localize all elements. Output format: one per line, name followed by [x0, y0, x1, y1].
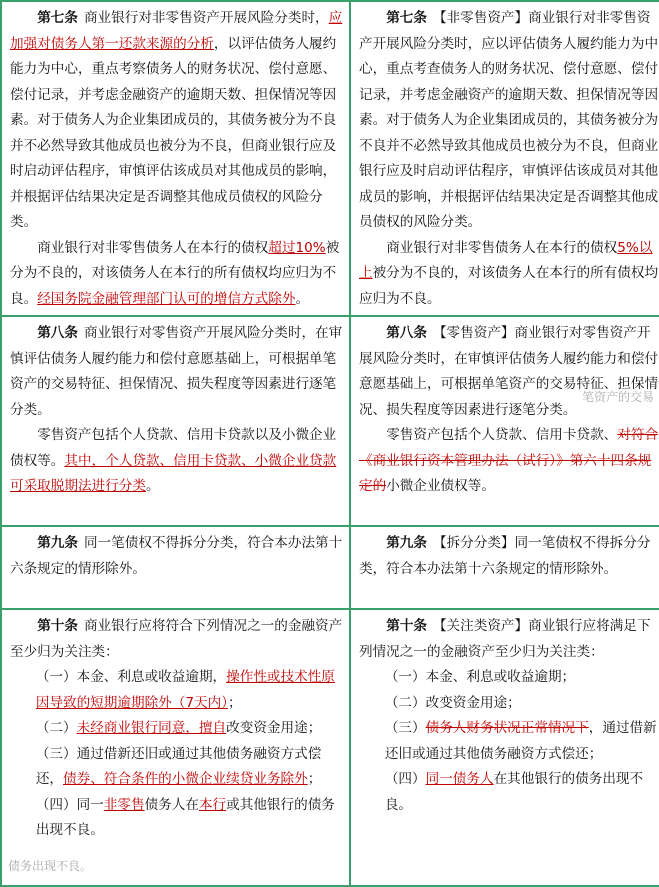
text-run: 【拆分分类】同一笔债权不得拆分分类，符合本办法第十六条规定的情形除外。	[359, 535, 651, 577]
list-item	[359, 716, 659, 767]
paragraph	[10, 236, 343, 313]
text-run: 。	[145, 478, 160, 494]
highlighted-change: 经国务院金融管理部门认可的增信方式除外	[37, 290, 296, 307]
cell-final-text	[350, 526, 659, 609]
watermark-bottom-left: 债务出现不良。	[8, 859, 93, 873]
highlighted-change: 本行	[198, 796, 227, 813]
paragraph	[359, 614, 659, 665]
list-item	[359, 665, 659, 691]
text-run: ，以评估债务人履约能力为中心，重点考察债务人的财务状况、偿付意愿、偿付记录，并考虑金融资产的逾期天数、担保情况等因素。对于债务人为企业集团成员的，其债务被分为不良并不必然导致其他成员也被分为不良，但商业银行应及时启动评估程序，审慎评估该成员对其他成员的影响，并根据评估结果决定是否调整其他成员债权的风险分类。	[10, 35, 337, 230]
text-run: 商业银行对非零售债务人在本行的债权	[37, 239, 269, 256]
table-row	[1, 526, 659, 609]
text-run: 【零售资产】商业银行对零售资产开展风险分类时，在审慎评估债务人履约能力和偿付意愿基础上，可根据单笔资产的交易特征、担保情况、损失程度等因素进行逐笔分类。	[359, 325, 659, 418]
article-number: 第九条	[386, 535, 427, 551]
cell-draft-text	[1, 1, 350, 316]
highlighted-change: 同一债务人	[425, 771, 494, 787]
highlighted-change: 未经商业银行同意，擅自	[76, 720, 227, 736]
deleted-text: 对符合《商业银行资本管理办法（试行）》第六十四条规定的	[359, 427, 659, 494]
article-number: 第九条	[37, 535, 78, 551]
highlighted-change: 超过10%	[268, 239, 326, 256]
text-run: ；	[228, 694, 242, 711]
highlighted-change: 操作性或技术性原因导致的短期逾期除外（7天内）	[35, 669, 335, 711]
text-run: （三）	[384, 720, 426, 736]
text-run: 【关注类资产】商业银行应将满足下列情况之一的金融资产至少归为关注类：	[359, 618, 651, 660]
cell-final-text	[350, 1, 659, 316]
list-item	[359, 691, 659, 717]
article-number: 第十条	[37, 618, 78, 634]
text-run: 被分为不良的，对该债务人在本行的所有债权均应归为不良。	[10, 239, 340, 307]
article-number: 第七条	[37, 10, 78, 26]
comparison-table-body	[1, 1, 659, 886]
paragraph	[10, 6, 343, 236]
text-run: 或其他银行的债务出现不良。	[35, 796, 335, 838]
text-run: 。	[295, 290, 310, 307]
paragraph	[359, 423, 659, 500]
cell-final-text	[350, 316, 659, 526]
text-run: ，通过借新还旧或通过其他债务融资方式偿还；	[384, 720, 657, 762]
table-row	[1, 1, 659, 316]
paragraph	[359, 236, 659, 313]
text-run: 在其他银行的债务出现不良。	[384, 771, 644, 813]
text-run: 商业银行对非零售资产开展风险分类时，	[83, 10, 329, 26]
cell-draft-text	[1, 316, 350, 526]
text-run: 被分为不良的，对该债务人在本行的所有债权均应归为不良。	[359, 265, 659, 307]
paragraph	[10, 614, 343, 665]
text-run: （二）改变资金用途；	[384, 694, 521, 711]
text-run: （三）通过借新还旧或通过其他债务融资方式偿还，	[35, 745, 322, 787]
text-run: （一）本金、利息或收益逾期；	[384, 669, 576, 685]
text-run: 小微企业债权等。	[386, 478, 495, 494]
text-run: 零售资产包括个人贷款、信用卡贷款、	[386, 427, 618, 443]
highlighted-change: 非零售	[103, 796, 145, 813]
list-item	[10, 793, 343, 844]
text-run: （四）同一	[35, 796, 104, 813]
paragraph	[359, 321, 659, 423]
table-row	[1, 316, 659, 526]
text-run: （四）	[384, 771, 426, 787]
highlighted-change: 应加强对债务人第一还款来源的分析	[10, 10, 343, 52]
highlighted-change: 其中，个人贷款、信用卡贷款、小微企业贷款可采取脱期法进行分类	[10, 452, 337, 494]
list-item	[10, 742, 343, 793]
text-run: ；	[307, 771, 322, 787]
paragraph	[359, 531, 659, 582]
cell-final-text	[350, 609, 659, 886]
paragraph	[10, 321, 343, 423]
text-run: 商业银行应将符合下列情况之一的金融资产至少归为关注类：	[10, 618, 343, 660]
paragraph	[359, 6, 659, 236]
text-run: （一）本金、利息或收益逾期，	[35, 669, 227, 685]
highlighted-change: 5%以上	[359, 239, 653, 281]
cell-draft-text	[1, 526, 350, 609]
article-number: 第八条	[386, 325, 427, 341]
text-run: 债务人在	[144, 796, 199, 813]
cell-draft-text	[1, 609, 350, 886]
article-number: 第七条	[386, 10, 427, 26]
text-run: （二）	[35, 720, 77, 736]
text-run: 【非零售资产】商业银行对非零售资产开展风险分类时，应以评估债务人履约能力为中心，重点考查债务人的财务状况、偿付意愿、偿付记录，并考虑金融资产的逾期天数、担保情况等因素。对于债务人为企业集团成员的，其债务被分为不良并不必然导致其他成员也被分为不良，但商业银行应及时启动评估程序，审慎评估该成员对其他成员的影响，并根据评估结果决定是否调整其他成员债权的风险分类。	[359, 10, 659, 230]
watermark-mid-right: 笔资产的交易	[582, 390, 655, 404]
text-run: 商业银行对非零售债务人在本行的债权	[386, 239, 618, 256]
text-run: 改变资金用途；	[226, 720, 322, 736]
article-number: 第十条	[386, 618, 427, 634]
paragraph	[10, 531, 343, 582]
list-item	[10, 665, 343, 716]
highlighted-change: 债券、符合条件的小微企业续贷业务除外	[63, 771, 308, 787]
deleted-text: 债务人财务状况正常情况下	[425, 720, 589, 736]
list-item	[10, 716, 343, 742]
paragraph	[10, 423, 343, 500]
table-row	[1, 609, 659, 886]
list-item	[359, 767, 659, 818]
article-number: 第八条	[37, 325, 78, 341]
text-run: 商业银行对零售资产开展风险分类时，在审慎评估债务人履约能力和偿付意愿基础上，可根据单笔资产的交易特征、担保情况、损失程度等因素进行逐笔分类。	[10, 325, 343, 418]
text-run: 零售资产包括个人贷款、信用卡贷款以及小微企业债权等。	[10, 427, 337, 469]
text-run: 同一笔债权不得拆分分类，符合本办法第十六条规定的情形除外。	[10, 535, 343, 577]
